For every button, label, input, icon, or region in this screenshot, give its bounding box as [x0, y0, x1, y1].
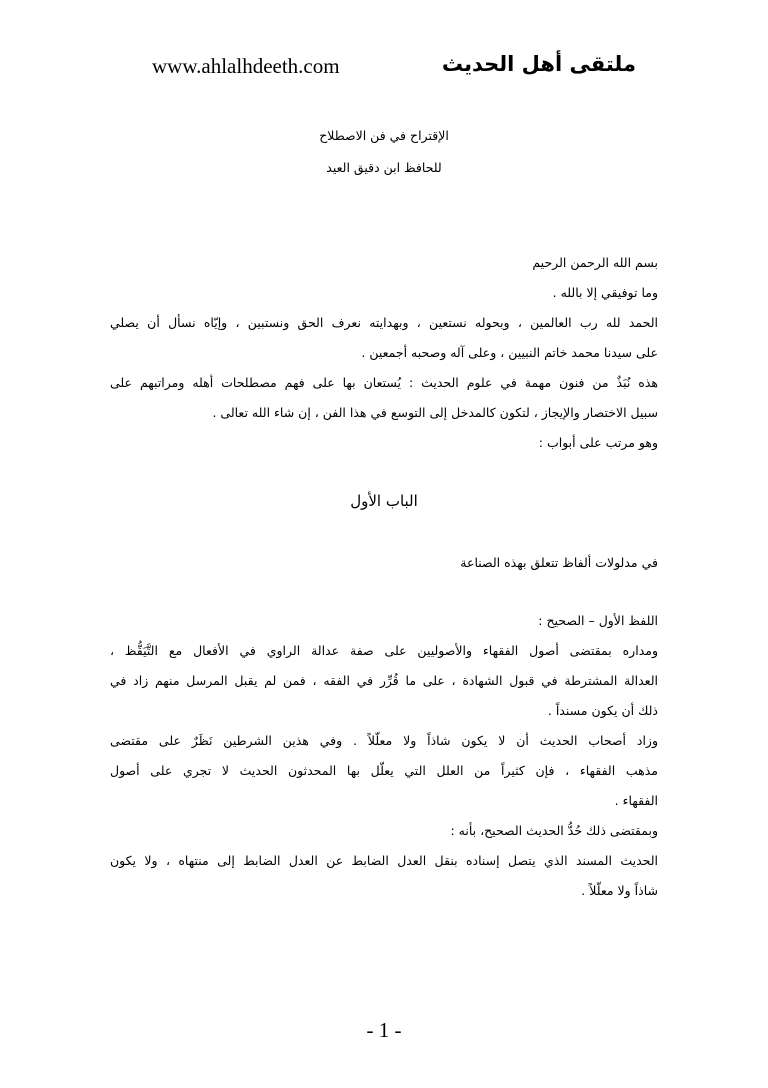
section-line: اللفظ الأول – الصحيح : — [538, 613, 658, 628]
intro-line: بسم الله الرحمن الرحيم — [532, 255, 658, 270]
section-line: ومداره بمقتضى أصول الفقهاء والأصوليين على صفة عدالة الراوي في الأفعال مع التَّيَقُّظ ، — [110, 643, 658, 658]
document-author: للحافظ ابن دقيق العيد — [326, 160, 442, 175]
intro-line: سبيل الاختصار والإيجاز ، لتكون كالمدخل إلى التوسع في هذا الفن ، إن شاء الله تعالى . — [212, 405, 658, 420]
section-line: شاذاً ولا معلّلاً . — [581, 883, 658, 898]
intro-line: وهو مرتب على أبواب : — [538, 435, 658, 450]
section-line: الفقهاء . — [614, 793, 658, 808]
intro-line: هذه نُبَذٌ من فنون مهمة في علوم الحديث : يُستعان بها على فهم مصطلحات أهله ومراتبهم على — [110, 375, 658, 390]
section-line: الحديث المسند الذي يتصل إسناده بنقل العدل الضابط عن العدل الضابط إلى منتهاه ، ولا يكون — [110, 853, 658, 868]
section-block — [110, 606, 658, 906]
intro-line: الحمد لله رب العالمين ، وبحوله نستعين ، وبهدايته نعرف الحق ونستبين ، وإيّاه نسأل أن يصلي — [110, 315, 658, 330]
section-line: ذلك أن يكون مسنداً . — [547, 703, 658, 718]
section-line: مذهب الفقهاء ، فإن كثيراً من العلل التي يعلّل بها المحدثون الحديث لا تجري على أصول — [110, 763, 658, 778]
section-line: العدالة المشترطة في قبول الشهادة ، على ما قُرِّر في الفقه ، فمن لم يقبل المرسل منهم زاد في — [110, 673, 658, 688]
page-number: - 1 - — [366, 1018, 402, 1042]
header-url: www.ahlalhdeeth.com — [152, 54, 340, 78]
intro-line: وما توفيقي إلا بالله . — [552, 285, 658, 300]
header-logo: ملتقى أهل الحديث — [441, 52, 636, 76]
chapter-subtitle-block — [110, 548, 658, 578]
document-title: الإقتراح في فن الاصطلاح — [319, 128, 449, 143]
chapter-heading: الباب الأول — [350, 492, 418, 510]
chapter-subtitle: في مدلولات ألفاظ تتعلق بهذه الصناعة — [460, 555, 658, 570]
section-line: وزاد أصحاب الحديث أن لا يكون شاذاً ولا معلّلاً . وفي هذين الشرطين نَظَرٌ على مقتضى — [110, 733, 658, 748]
section-line: وبمقتضى ذلك حُدُّ الحديث الصحيح، بأنه : — [450, 823, 658, 838]
intro-block — [110, 248, 658, 458]
intro-line: على سيدنا محمد خاتم النبيين ، وعلى آله وصحبه أجمعين . — [361, 345, 658, 360]
